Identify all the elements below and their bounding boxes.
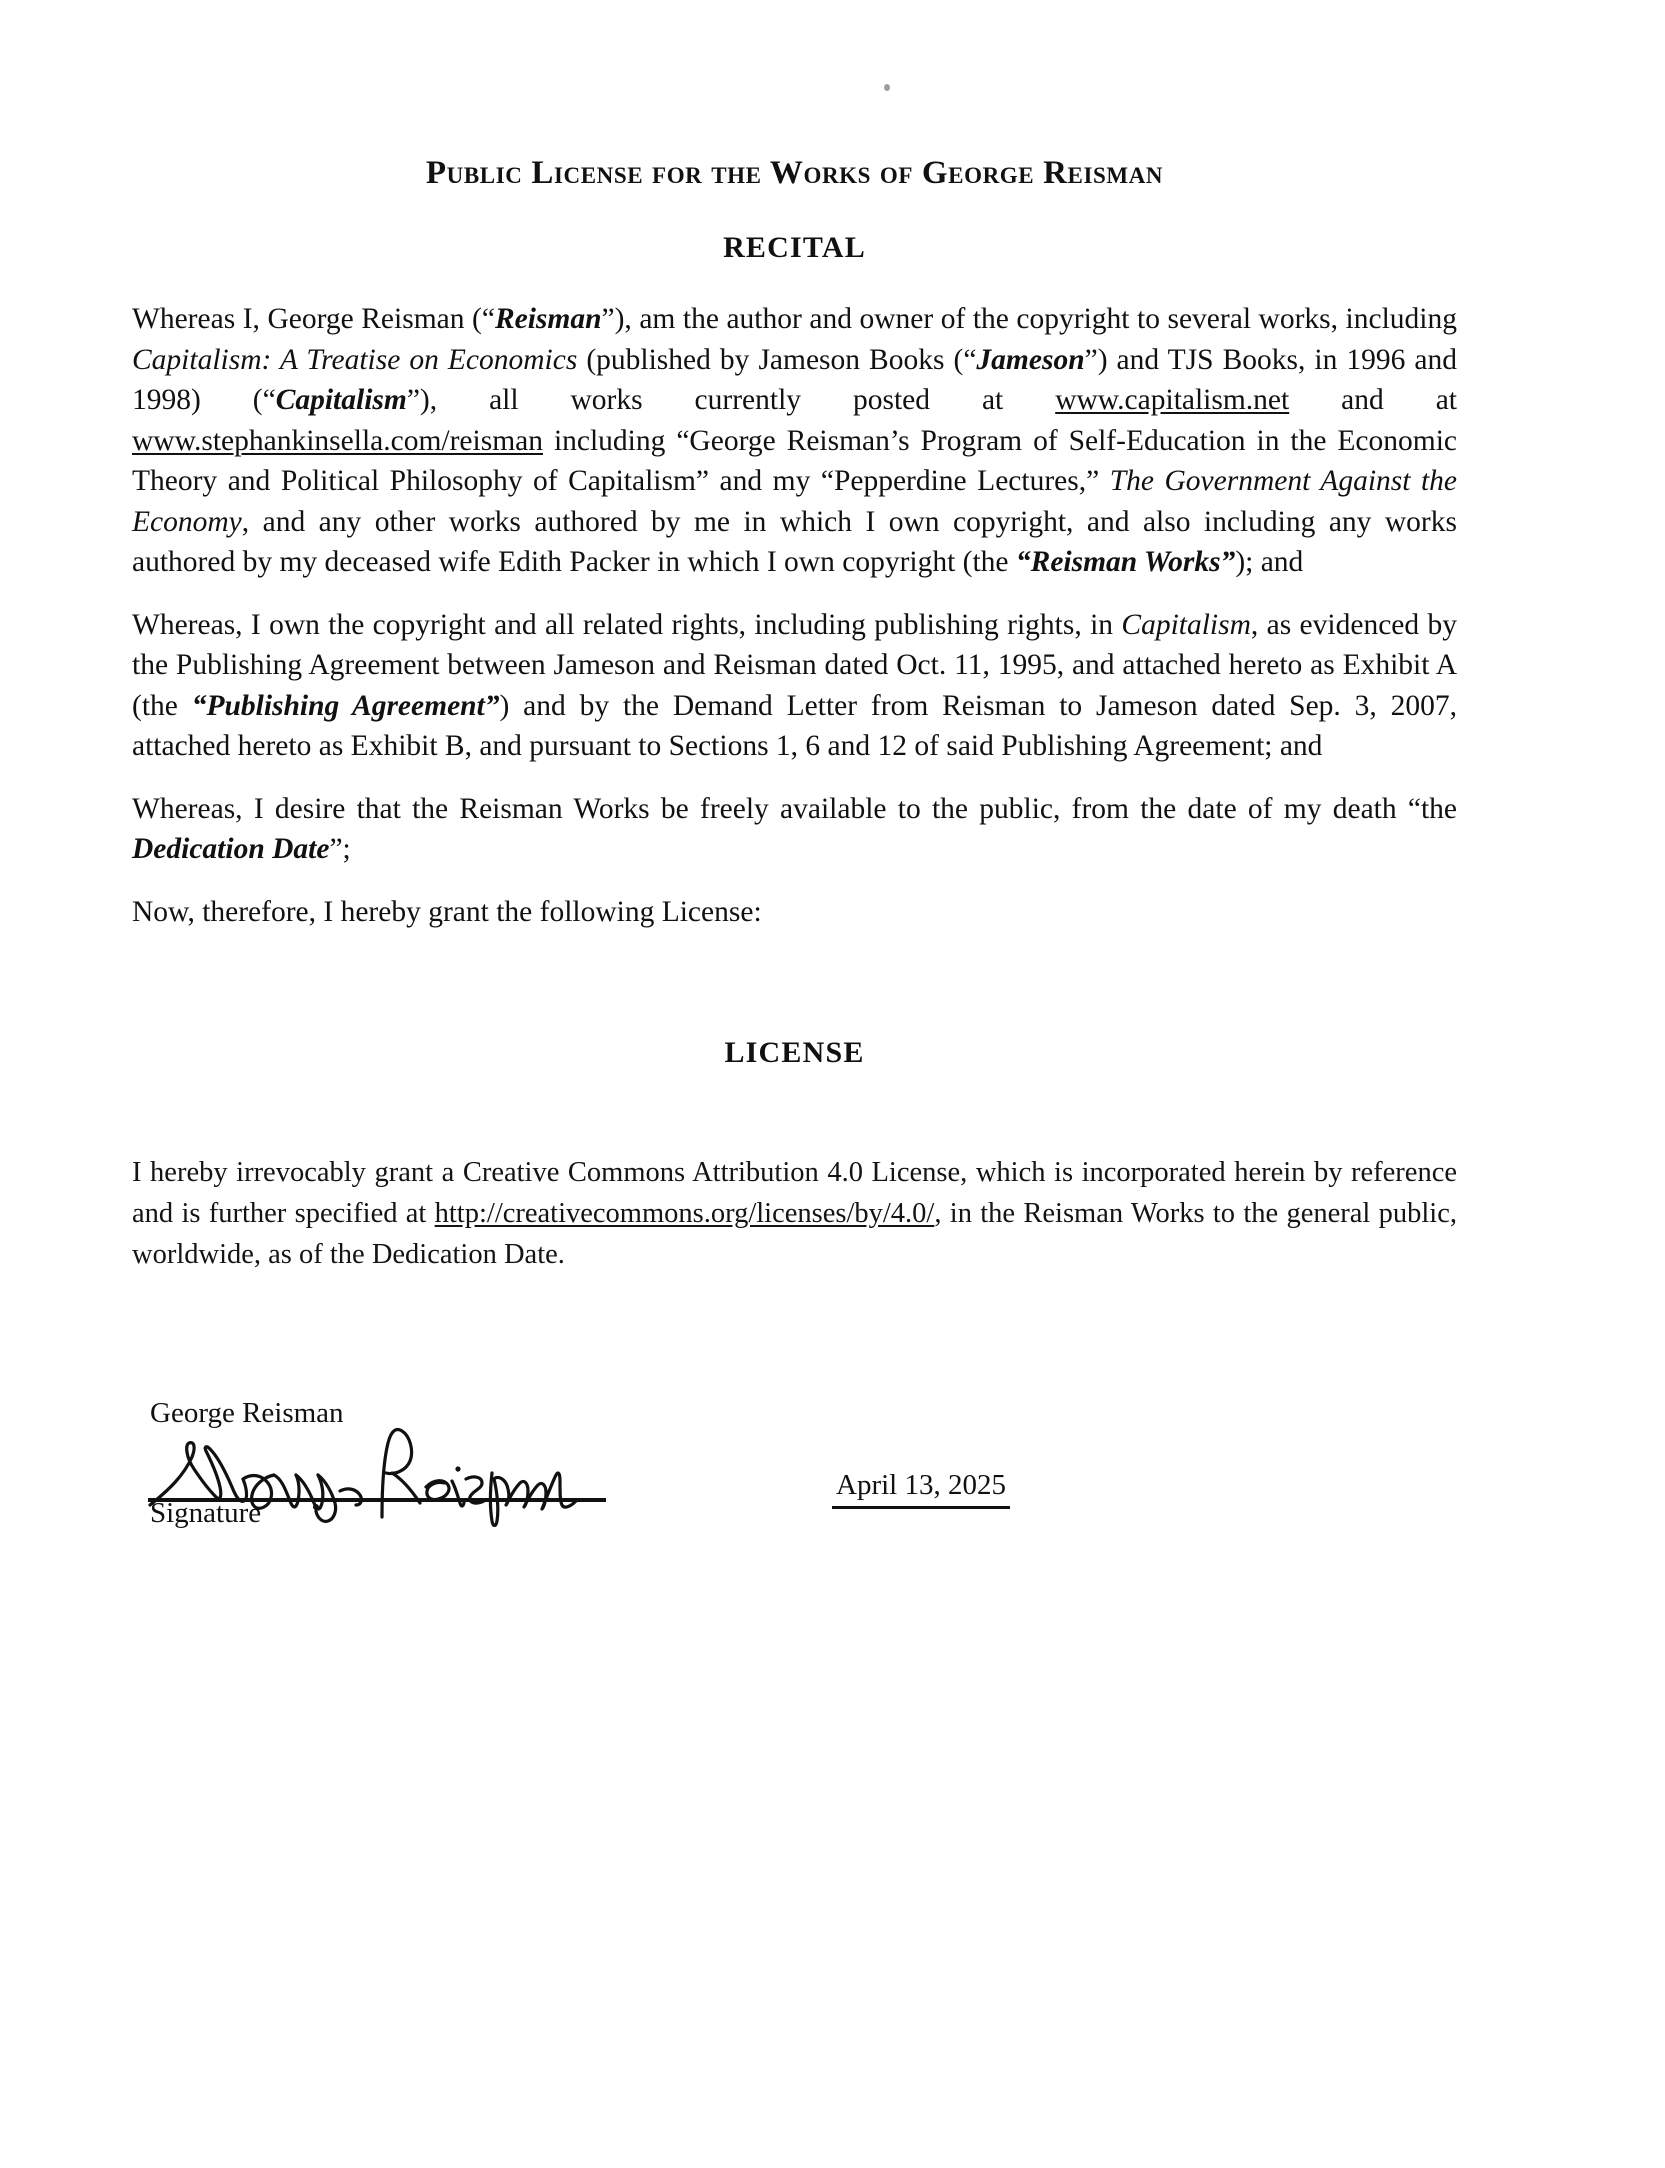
inline-link[interactable]: www.stephankinsella.com/reisman bbox=[132, 424, 543, 457]
inline-text: , in the Reisman Works to the general public, worldwide, as of the Dedication Date. bbox=[132, 1198, 1457, 1271]
inline-text: ”), am the author and owner of the copyright to several works, including bbox=[601, 303, 1457, 336]
inline-text: I hereby irrevocably grant a Creative Commons Attribution 4.0 License, which is incorporated herein by reference and is further specified at bbox=[132, 1157, 1457, 1230]
inline-link[interactable]: http://creativecommons.org/licenses/by/4.0/ bbox=[434, 1198, 935, 1230]
recital-paragraph-1 bbox=[132, 265, 1457, 583]
inline-text: Whereas, I own the copyright and all related rights, including publishing rights, in bbox=[132, 608, 1122, 641]
license-paragraph-1 bbox=[132, 1070, 1457, 1275]
inline-text: Capitalism bbox=[1121, 608, 1251, 641]
inline-text: ”), all works currently posted at bbox=[406, 384, 1056, 417]
inline-text: ) and by the Demand Letter from Reisman to Jameson dated Sep. 3, 2007, attached hereto as Exhibit B, and pursuant to Sections 1, 6 and 12 of said Publishing Agreement; and bbox=[132, 689, 1457, 763]
inline-text: Whereas, I desire that the Reisman Works be freely available to the public, from the date of my death “the bbox=[132, 792, 1457, 825]
inline-text: , and any other works authored by me in which I own copyright, and also including any works authored by my deceased wife Edith Packer in which I own copyright (the bbox=[132, 505, 1457, 579]
inline-text: ”; bbox=[329, 833, 351, 866]
inline-link[interactable]: www.capitalism.net bbox=[1055, 384, 1290, 417]
signature-label: Signature bbox=[150, 1497, 262, 1529]
page-title: Public License for the Works of George Reisman bbox=[425, 155, 1164, 191]
inline-text: ”) and TJS Books, in 1996 and 1998) (“ bbox=[132, 343, 1457, 417]
inline-text: ); and bbox=[1235, 546, 1304, 579]
inline-text: Capitalism bbox=[275, 384, 407, 417]
inline-text: Dedication Date bbox=[132, 833, 330, 866]
signature-date: April 13, 2025 bbox=[832, 1467, 1010, 1509]
inline-text: (published by Jameson Books (“ bbox=[577, 343, 977, 376]
inline-text: “Reisman Works” bbox=[1015, 546, 1236, 579]
date-field bbox=[832, 1467, 1162, 1509]
section-heading-recital: RECITAL bbox=[723, 231, 866, 265]
inline-text: Reisman bbox=[494, 303, 602, 336]
recital-paragraph-3 bbox=[132, 767, 1457, 870]
inline-text: including “George Reisman’s Program of Self-Education in the Economic Theory and Political Philosophy of Capitalism” and my “Pepperdine Lectures,” bbox=[132, 424, 1457, 498]
inline-text: “Publishing Agreement” bbox=[191, 689, 500, 722]
inline-text: Whereas I, George Reisman (“ bbox=[132, 303, 495, 336]
inline-text: Jameson bbox=[976, 343, 1085, 376]
inline-text: Now, therefore, I hereby grant the following License: bbox=[132, 895, 762, 928]
inline-text: The Government Against the Economy bbox=[132, 465, 1458, 538]
inline-text: and at bbox=[1289, 384, 1457, 417]
signature-block bbox=[132, 1395, 1457, 1595]
inline-text: , as evidenced by the Publishing Agreement between Jameson and Reisman dated Oct. 11, 1995, and attached hereto as Exhibit A (the bbox=[132, 608, 1457, 722]
inline-text: Capitalism: A Treatise on Economics bbox=[132, 343, 578, 376]
recital-paragraph-4 bbox=[132, 870, 1457, 933]
section-heading-license: LICENSE bbox=[724, 1036, 865, 1070]
signatory-printed-name: George Reisman bbox=[150, 1397, 344, 1429]
document-body bbox=[132, 0, 1457, 1275]
recital-paragraph-2 bbox=[132, 583, 1457, 767]
